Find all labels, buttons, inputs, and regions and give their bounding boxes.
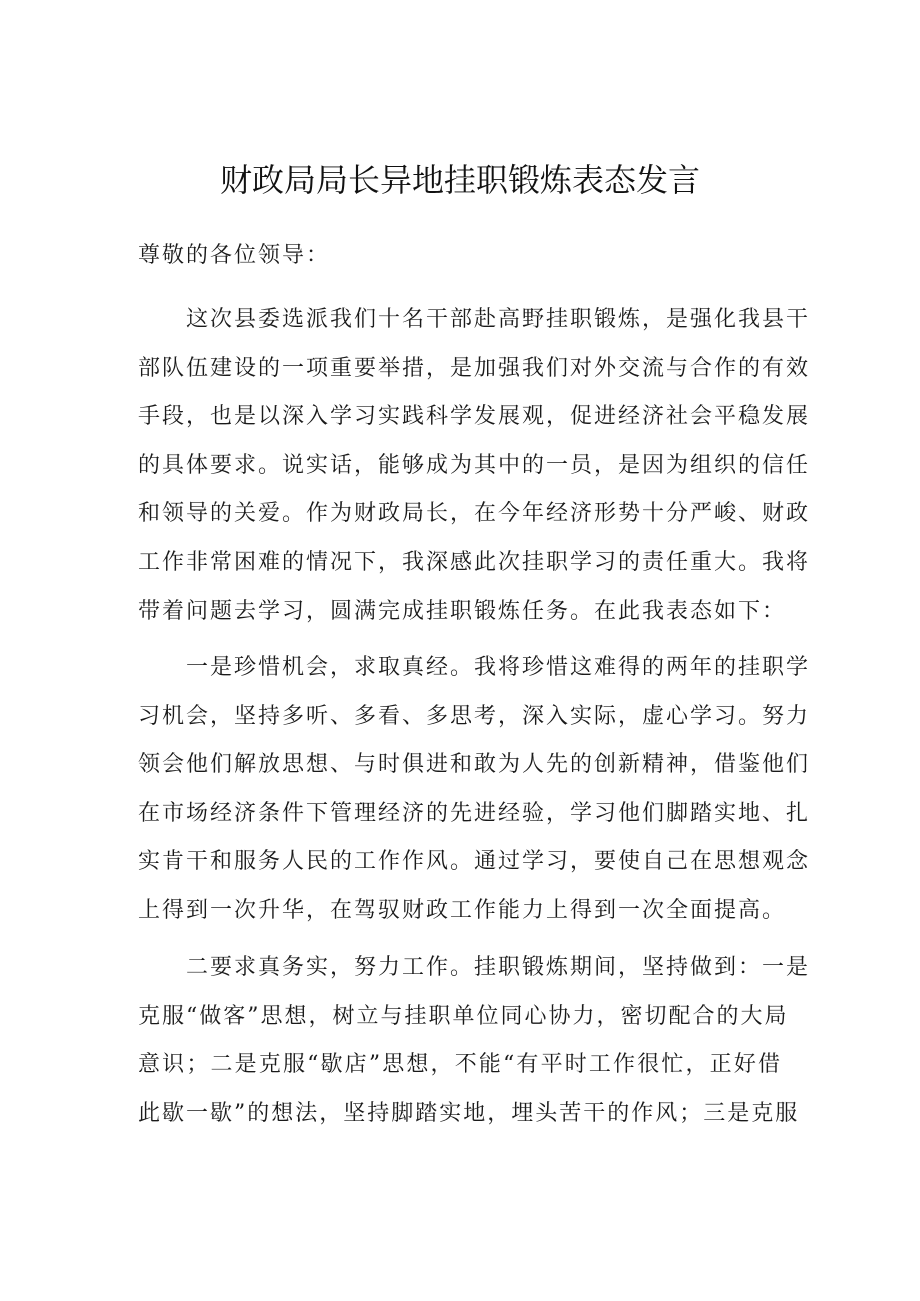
- paragraph-line: 带着问题去学习，圆满完成挂职锻炼任务。在此我表态如下：: [138, 598, 787, 624]
- paragraph-point-one: [138, 644, 811, 936]
- paragraph-line: 意识；二是克服“歇店”思想，不能“有平时工作很忙，正好借: [138, 1052, 782, 1078]
- paragraph-line: 这次县委选派我们十名干部赴高野挂职锻炼，是强化我县干: [138, 307, 811, 332]
- paragraph-line: 实肯干和服务人民的工作作风。通过学习，要使自己在思想观念: [138, 849, 811, 875]
- paragraph-line: 在市场经济条件下管理经济的先进经验，学习他们脚踏实地、扎: [138, 800, 811, 826]
- paragraph-point-two: [138, 944, 811, 1138]
- paragraph-line: 工作非常困难的情况下，我深感此次挂职学习的责任重大。我将: [138, 549, 811, 575]
- paragraph-line: 习机会，坚持多听、多看、多思考，深入实际，虚心学习。努力: [138, 703, 811, 729]
- document-title: 财政局局长异地挂职锻炼表态发言: [219, 161, 700, 199]
- paragraph-line: 一是珍惜机会，求取真经。我将珍惜这难得的两年的挂职学: [138, 655, 811, 680]
- paragraph-line: 克服“做客”思想，树立与挂职单位同心协力，密切配合的大局: [138, 1003, 789, 1029]
- paragraph-line: 上得到一次升华，在驾驭财政工作能力上得到一次全面提高。: [138, 897, 787, 923]
- salutation: 尊敬的各位领导：: [138, 243, 331, 268]
- paragraph-line: 二要求真务实，努力工作。挂职锻炼期间，坚持做到：一是: [138, 955, 811, 980]
- paragraph-line: 领会他们解放思想、与时俱进和敢为人先的创新精神，借鉴他们: [138, 752, 811, 778]
- paragraph-line: 的具体要求。说实话，能够成为其中的一员，是因为组织的信任: [138, 452, 811, 478]
- paragraph-line: 手段，也是以深入学习实践科学发展观，促进经济社会平稳发展: [138, 404, 811, 430]
- paragraph-line: 此歇一歇”的想法，坚持脚踏实地，埋头苦干的作风；三是克服: [138, 1100, 800, 1126]
- paragraph-line: 和领导的关爱。作为财政局长，在今年经济形势十分严峻、财政: [138, 501, 811, 527]
- paragraph-line: 部队伍建设的一项重要举措，是加强我们对外交流与合作的有效: [138, 355, 811, 381]
- paragraph-intro: [138, 296, 811, 636]
